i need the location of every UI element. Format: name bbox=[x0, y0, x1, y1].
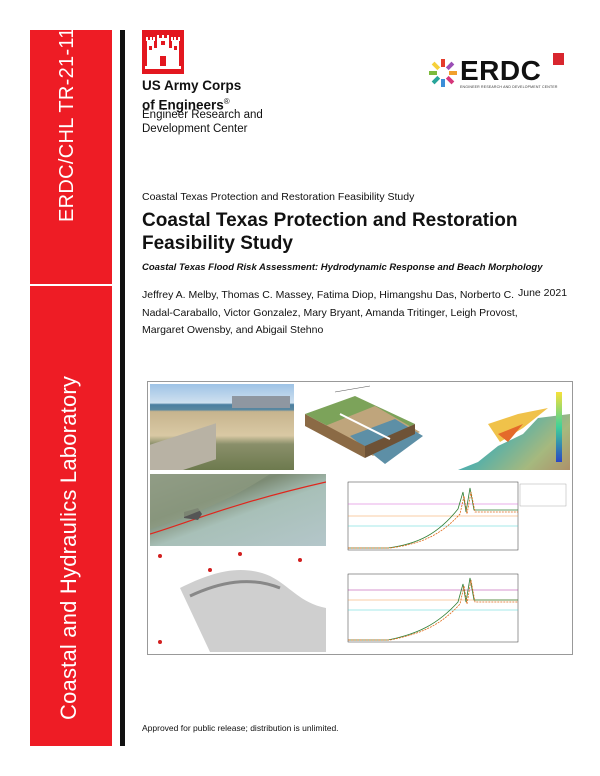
erdc-tagline: ENGINEER RESEARCH AND DEVELOPMENT CENTER bbox=[460, 85, 558, 89]
report-subtitle: Coastal Texas Flood Risk Assessment: Hydrodynamic Response and Beach Morphology bbox=[142, 262, 543, 273]
levee-schematic-illustration bbox=[295, 384, 425, 470]
report-date: June 2021 bbox=[518, 287, 568, 299]
erdc-name-line1: Engineer Research and bbox=[142, 109, 263, 121]
erdc-name-line2: Development Center bbox=[142, 123, 248, 135]
series-title: Coastal Texas Protection and Restoration Feasibility Study bbox=[142, 191, 415, 203]
surge-heat-map bbox=[428, 384, 570, 470]
erdc-starburst-icon bbox=[428, 58, 458, 88]
report-title: Coastal Texas Protection and Restoration Feasibility Study bbox=[142, 210, 518, 254]
usace-name-line2-text: of Engineers bbox=[142, 97, 224, 113]
side-band bbox=[0, 0, 112, 776]
beach-seawall-photo bbox=[150, 384, 294, 470]
condo-buildings bbox=[232, 396, 290, 408]
trademark: ® bbox=[223, 97, 230, 106]
erdc-wordmark: ERDC bbox=[460, 55, 542, 86]
castle-icon bbox=[142, 30, 184, 74]
beach-profile-plots bbox=[328, 474, 570, 652]
report-id: ERDC/CHL TR-21-11 bbox=[56, 27, 78, 222]
coastline-aerial-photo bbox=[150, 474, 326, 546]
lab-name: Coastal and Hydraulics Laboratory bbox=[56, 375, 81, 720]
release-statement: Approved for public release; distribution is unlimited. bbox=[142, 723, 339, 733]
cover-image-collage bbox=[147, 381, 573, 655]
seawall bbox=[150, 423, 216, 470]
usace-name-line1: US Army Corps bbox=[142, 78, 242, 93]
transect-profile-image bbox=[150, 548, 326, 652]
author-list: Jeffrey A. Melby, Thomas C. Massey, Fatima Diop, Himangshu Das, Norberto C. Nadal-Caraballo, Victor Gonzalez, Mary Bryant, Amanda Tritinger, Leigh Provost, Margaret Owensby, and Abigail Stehno bbox=[142, 289, 518, 336]
erdc-castle-badge bbox=[553, 53, 564, 65]
vertical-rule bbox=[120, 30, 125, 746]
